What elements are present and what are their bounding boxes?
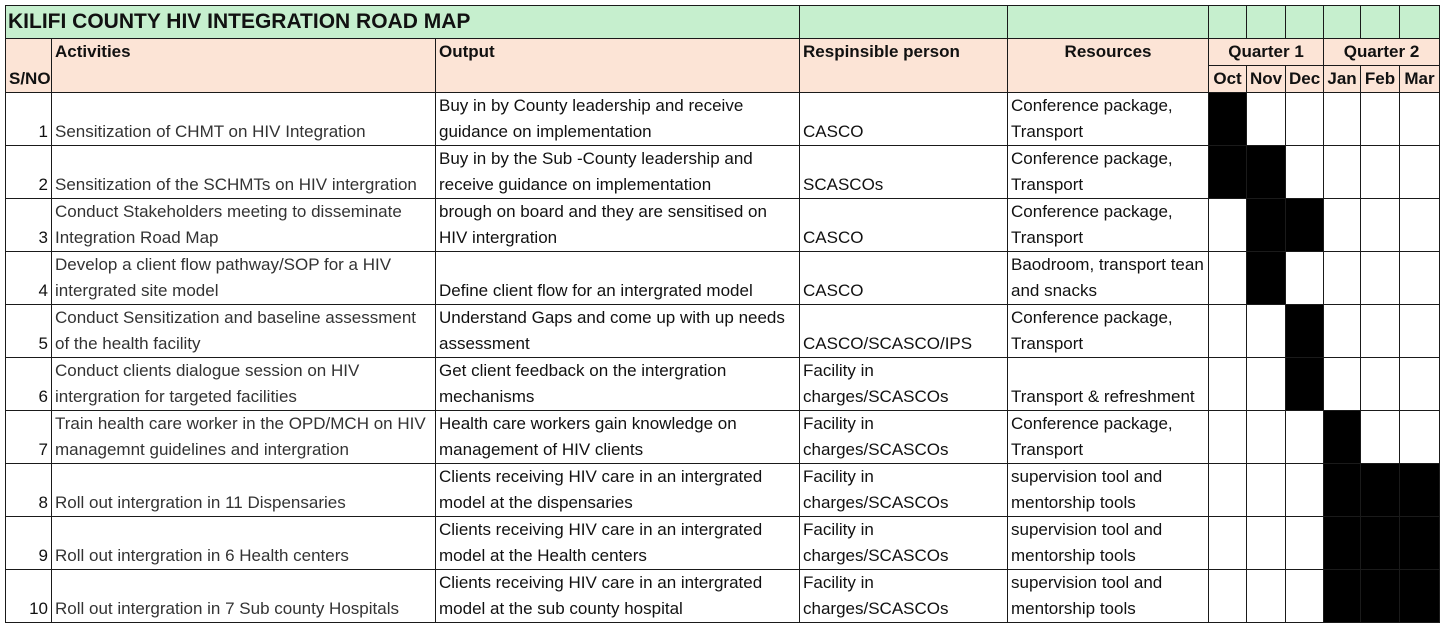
schedule-cell-oct[interactable] <box>1209 411 1247 464</box>
table-row <box>6 252 1440 305</box>
cell-activity[interactable]: Sensitization of CHMT on HIV Integration <box>52 93 436 146</box>
cell-output[interactable]: Get client feedback on the intergration mechanisms <box>436 358 800 411</box>
cell-activity[interactable]: Conduct Sensitization and baseline assessment of the health facility <box>52 305 436 358</box>
schedule-cell-oct[interactable] <box>1209 517 1247 570</box>
header-quarter-2[interactable]: Quarter 2 <box>1324 39 1440 66</box>
schedule-cell-dec[interactable] <box>1286 146 1324 199</box>
cell-sno[interactable]: 5 <box>6 305 52 358</box>
schedule-cell-feb[interactable] <box>1361 146 1400 199</box>
cell-responsible[interactable]: Facility in charges/SCASCOs <box>800 570 1008 623</box>
table-row <box>6 146 1440 199</box>
schedule-cell-nov[interactable] <box>1247 517 1286 570</box>
schedule-cell-oct[interactable] <box>1209 464 1247 517</box>
schedule-cell-oct[interactable] <box>1209 93 1247 146</box>
cell-sno[interactable]: 10 <box>6 570 52 623</box>
cell-sno[interactable]: 6 <box>6 358 52 411</box>
schedule-cell-nov[interactable] <box>1247 305 1286 358</box>
schedule-cell-nov[interactable] <box>1247 358 1286 411</box>
schedule-cell-mar[interactable] <box>1400 93 1440 146</box>
month-oct[interactable]: Oct <box>1209 66 1247 93</box>
title-blank-cell[interactable] <box>1247 6 1286 39</box>
roadmap-table <box>5 5 1440 623</box>
schedule-cell-feb[interactable] <box>1361 517 1400 570</box>
cell-output[interactable]: Clients receiving HIV care in an intergrated model at the sub county hospital <box>436 570 800 623</box>
title-blank-cell[interactable] <box>1361 6 1400 39</box>
month-nov[interactable]: Nov <box>1247 66 1286 93</box>
schedule-cell-mar[interactable] <box>1400 358 1440 411</box>
schedule-cell-dec[interactable] <box>1286 358 1324 411</box>
header-row <box>6 39 1440 66</box>
schedule-cell-dec[interactable] <box>1286 570 1324 623</box>
schedule-cell-dec[interactable] <box>1286 252 1324 305</box>
schedule-cell-feb[interactable] <box>1361 199 1400 252</box>
schedule-cell-mar[interactable] <box>1400 464 1440 517</box>
cell-resources[interactable]: Transport & refreshment <box>1008 358 1209 411</box>
schedule-cell-jan[interactable] <box>1324 93 1361 146</box>
title-blank-cell[interactable] <box>1324 6 1361 39</box>
table-row <box>6 464 1440 517</box>
cell-activity[interactable]: Roll out intergration in 6 Health centers <box>52 517 436 570</box>
table-row <box>6 93 1440 146</box>
schedule-cell-oct[interactable] <box>1209 146 1247 199</box>
cell-output[interactable]: Buy in by County leadership and receive guidance on implementation <box>436 93 800 146</box>
schedule-cell-jan[interactable] <box>1324 146 1361 199</box>
cell-sno[interactable]: 8 <box>6 464 52 517</box>
month-jan[interactable]: Jan <box>1324 66 1361 93</box>
cell-activity[interactable]: Sensitization of the SCHMTs on HIV intergration <box>52 146 436 199</box>
schedule-cell-jan[interactable] <box>1324 358 1361 411</box>
schedule-cell-mar[interactable] <box>1400 570 1440 623</box>
cell-sno[interactable]: 4 <box>6 252 52 305</box>
schedule-cell-mar[interactable] <box>1400 252 1440 305</box>
schedule-cell-feb[interactable] <box>1361 570 1400 623</box>
schedule-cell-oct[interactable] <box>1209 305 1247 358</box>
cell-sno[interactable]: 7 <box>6 411 52 464</box>
schedule-cell-nov[interactable] <box>1247 146 1286 199</box>
schedule-cell-oct[interactable] <box>1209 252 1247 305</box>
schedule-cell-dec[interactable] <box>1286 464 1324 517</box>
schedule-cell-mar[interactable] <box>1400 411 1440 464</box>
cell-resources[interactable]: supervision tool and mentorship tools <box>1008 570 1209 623</box>
schedule-cell-mar[interactable] <box>1400 305 1440 358</box>
cell-sno[interactable]: 2 <box>6 146 52 199</box>
title-blank-cell[interactable] <box>1286 6 1324 39</box>
title-blank-cell[interactable] <box>1400 6 1440 39</box>
cell-responsible[interactable]: Facility in charges/SCASCOs <box>800 411 1008 464</box>
schedule-cell-nov[interactable] <box>1247 570 1286 623</box>
cell-output[interactable]: Understand Gaps and come up with up needs assessment <box>436 305 800 358</box>
cell-responsible[interactable]: CASCO <box>800 252 1008 305</box>
schedule-cell-jan[interactable] <box>1324 411 1361 464</box>
cell-output[interactable]: Define client flow for an intergrated model <box>436 252 800 305</box>
header-activities[interactable]: Activities <box>52 39 436 93</box>
cell-activity[interactable]: Conduct clients dialogue session on HIV intergration for targeted facilities <box>52 358 436 411</box>
table-row <box>6 199 1440 252</box>
schedule-cell-feb[interactable] <box>1361 464 1400 517</box>
schedule-cell-feb[interactable] <box>1361 358 1400 411</box>
cell-output[interactable]: Clients receiving HIV care in an intergrated model at the dispensaries <box>436 464 800 517</box>
schedule-cell-oct[interactable] <box>1209 199 1247 252</box>
schedule-cell-feb[interactable] <box>1361 93 1400 146</box>
schedule-cell-jan[interactable] <box>1324 199 1361 252</box>
cell-activity[interactable]: Conduct Stakeholders meeting to disseminate Integration Road Map <box>52 199 436 252</box>
schedule-cell-dec[interactable] <box>1286 93 1324 146</box>
cell-sno[interactable]: 9 <box>6 517 52 570</box>
cell-responsible[interactable]: CASCO/SCASCO/IPS <box>800 305 1008 358</box>
schedule-cell-nov[interactable] <box>1247 411 1286 464</box>
cell-responsible[interactable]: Facility in charges/SCASCOs <box>800 464 1008 517</box>
cell-activity[interactable]: Roll out intergration in 7 Sub county Hospitals <box>52 570 436 623</box>
schedule-cell-dec[interactable] <box>1286 305 1324 358</box>
table-row <box>6 570 1440 623</box>
title-blank-cell[interactable] <box>1008 6 1209 39</box>
schedule-cell-nov[interactable] <box>1247 199 1286 252</box>
cell-sno[interactable]: 3 <box>6 199 52 252</box>
sheet-title[interactable]: KILIFI COUNTY HIV INTEGRATION ROAD MAP <box>6 6 800 39</box>
table-row <box>6 358 1440 411</box>
schedule-cell-jan[interactable] <box>1324 305 1361 358</box>
cell-responsible[interactable]: CASCO <box>800 93 1008 146</box>
cell-resources[interactable]: Baodroom, transport tean and snacks <box>1008 252 1209 305</box>
cell-output[interactable]: Clients receiving HIV care in an intergrated model at the Health centers <box>436 517 800 570</box>
cell-output[interactable]: Buy in by the Sub -County leadership and receive guidance on implementation <box>436 146 800 199</box>
cell-responsible[interactable]: Facility in charges/SCASCOs <box>800 358 1008 411</box>
cell-activity[interactable]: Train health care worker in the OPD/MCH on HIV managemnt guidelines and intergration <box>52 411 436 464</box>
cell-sno[interactable]: 1 <box>6 93 52 146</box>
schedule-cell-oct[interactable] <box>1209 358 1247 411</box>
month-feb[interactable]: Feb <box>1361 66 1400 93</box>
cell-resources[interactable]: Conference package, Transport <box>1008 305 1209 358</box>
header-resources[interactable]: Resources <box>1008 39 1209 93</box>
table-row <box>6 411 1440 464</box>
cell-responsible[interactable]: Facility in charges/SCASCOs <box>800 517 1008 570</box>
schedule-cell-jan[interactable] <box>1324 517 1361 570</box>
cell-output[interactable]: brough on board and they are sensitised on HIV intergration <box>436 199 800 252</box>
schedule-cell-jan[interactable] <box>1324 252 1361 305</box>
schedule-cell-mar[interactable] <box>1400 517 1440 570</box>
schedule-cell-feb[interactable] <box>1361 252 1400 305</box>
schedule-cell-nov[interactable] <box>1247 252 1286 305</box>
title-blank-cell[interactable] <box>800 6 1008 39</box>
cell-activity[interactable]: Roll out intergration in 11 Dispensaries <box>52 464 436 517</box>
schedule-cell-mar[interactable] <box>1400 146 1440 199</box>
schedule-cell-nov[interactable] <box>1247 464 1286 517</box>
cell-responsible[interactable]: CASCO <box>800 199 1008 252</box>
cell-responsible[interactable]: SCASCOs <box>800 146 1008 199</box>
table-row <box>6 305 1440 358</box>
schedule-cell-dec[interactable] <box>1286 411 1324 464</box>
schedule-cell-jan[interactable] <box>1324 570 1361 623</box>
cell-resources[interactable]: Conference package, Transport <box>1008 146 1209 199</box>
schedule-cell-oct[interactable] <box>1209 570 1247 623</box>
cell-output[interactable]: Health care workers gain knowledge on management of HIV clients <box>436 411 800 464</box>
cell-resources[interactable]: Conference package, Transport <box>1008 199 1209 252</box>
header-sno[interactable]: S/NO <box>6 39 52 93</box>
header-responsible[interactable]: Respinsible person <box>800 39 1008 93</box>
month-mar[interactable]: Mar <box>1400 66 1440 93</box>
cell-activity[interactable]: Develop a client flow pathway/SOP for a HIV intergrated site model <box>52 252 436 305</box>
schedule-cell-feb[interactable] <box>1361 411 1400 464</box>
schedule-cell-dec[interactable] <box>1286 199 1324 252</box>
header-quarter-1[interactable]: Quarter 1 <box>1209 39 1324 66</box>
cell-resources[interactable]: Conference package, Transport <box>1008 411 1209 464</box>
title-blank-cell[interactable] <box>1209 6 1247 39</box>
schedule-cell-jan[interactable] <box>1324 464 1361 517</box>
schedule-cell-nov[interactable] <box>1247 93 1286 146</box>
title-row <box>6 6 1440 39</box>
schedule-cell-feb[interactable] <box>1361 305 1400 358</box>
month-dec[interactable]: Dec <box>1286 66 1324 93</box>
cell-resources[interactable]: Conference package, Transport <box>1008 93 1209 146</box>
table-row <box>6 517 1440 570</box>
cell-resources[interactable]: supervision tool and mentorship tools <box>1008 517 1209 570</box>
schedule-cell-mar[interactable] <box>1400 199 1440 252</box>
schedule-cell-dec[interactable] <box>1286 517 1324 570</box>
header-output[interactable]: Output <box>436 39 800 93</box>
cell-resources[interactable]: supervision tool and mentorship tools <box>1008 464 1209 517</box>
